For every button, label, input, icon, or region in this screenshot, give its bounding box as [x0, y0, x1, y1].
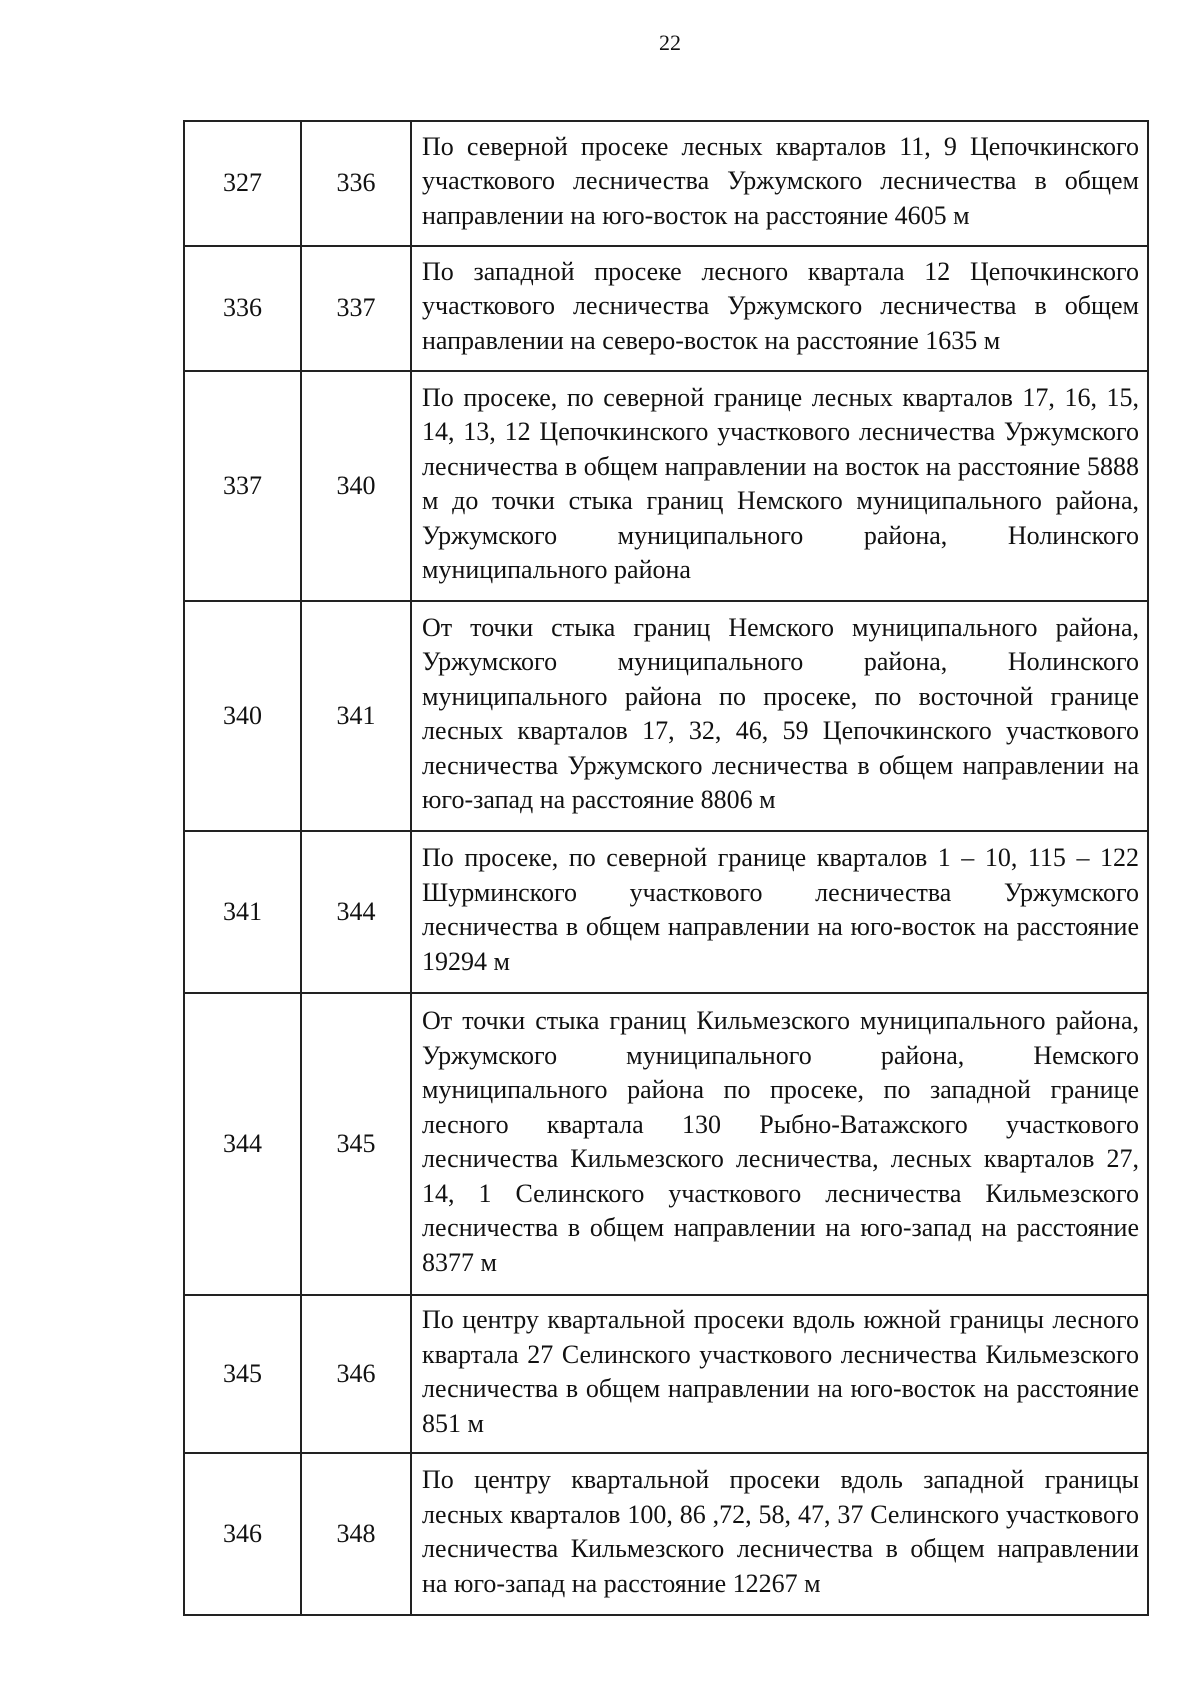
from-point-cell: 346 — [184, 1453, 301, 1615]
boundary-description-cell: По центру квартальной просеки вдоль южной границы лесного квартала 27 Селинского участкового лесничества Кильмезского лесничества в общем направлении на юго-восток на расстояние 851 м — [411, 1295, 1148, 1453]
page-number: 22 — [659, 30, 681, 55]
from-point-cell: 340 — [184, 601, 301, 831]
table-row — [184, 831, 1148, 993]
table-row — [184, 1453, 1148, 1615]
to-point-cell: 346 — [301, 1295, 411, 1453]
from-point-cell: 336 — [184, 246, 301, 371]
boundary-description-cell: По просеке, по северной границе кварталов 1 – 10, 115 – 122 Шурминского участкового лесничества Уржумского лесничества в общем направлении на юго-восток на расстояние 19294 м — [411, 831, 1148, 993]
to-point-cell: 344 — [301, 831, 411, 993]
from-point-cell: 341 — [184, 831, 301, 993]
table-row — [184, 1295, 1148, 1453]
from-point-cell: 344 — [184, 993, 301, 1295]
to-point-cell: 337 — [301, 246, 411, 371]
table-row — [184, 371, 1148, 601]
table-row — [184, 601, 1148, 831]
boundary-description-cell: По центру квартальной просеки вдоль западной границы лесных кварталов 100, 86 ,72, 58, 47, 37 Селинского участкового лесничества Кильмезского лесничества в общем направлении на юго-запад на расстояние 12267 м — [411, 1453, 1148, 1615]
to-point-cell: 341 — [301, 601, 411, 831]
to-point-cell: 340 — [301, 371, 411, 601]
table-row — [184, 246, 1148, 371]
to-point-cell: 345 — [301, 993, 411, 1295]
to-point-cell: 348 — [301, 1453, 411, 1615]
from-point-cell: 337 — [184, 371, 301, 601]
from-point-cell: 345 — [184, 1295, 301, 1453]
boundary-description-cell: По северной просеке лесных кварталов 11, 9 Цепочкинского участкового лесничества Уржумского лесничества в общем направлении на юго-восток на расстояние 4605 м — [411, 121, 1148, 246]
table-row — [184, 993, 1148, 1295]
boundary-description-cell: По просеке, по северной границе лесных кварталов 17, 16, 15, 14, 13, 12 Цепочкинского участкового лесничества Уржумского лесничества в общем направлении на восток на расстояние 5888 м до точки стыка границ Немского муниципального района, Уржумского муниципального района, Нолинского муниципального района — [411, 371, 1148, 601]
boundary-description-cell: От точки стыка границ Кильмезского муниципального района, Уржумского муниципального района, Немского муниципального района по просеке, по западной границе лесного квартала 130 Рыбно-Ватажского участкового лесничества Кильмезского лесничества, лесных кварталов 27, 14, 1 Селинского участкового лесничества Кильмезского лесничества в общем направлении на юго-запад на расстояние 8377 м — [411, 993, 1148, 1295]
to-point-cell: 336 — [301, 121, 411, 246]
boundary-description-cell: По западной просеке лесного квартала 12 Цепочкинского участкового лесничества Уржумского лесничества в общем направлении на северо-восток на расстояние 1635 м — [411, 246, 1148, 371]
boundary-description-cell: От точки стыка границ Немского муниципального района, Уржумского муниципального района, Нолинского муниципального района по просеке, по восточной границе лесных кварталов 17, 32, 46, 59 Цепочкинского участкового лесничества Уржумского лесничества в общем направлении на юго-запад на расстояние 8806 м — [411, 601, 1148, 831]
table-row — [184, 121, 1148, 246]
from-point-cell: 327 — [184, 121, 301, 246]
boundary-description-table — [183, 120, 1149, 1616]
